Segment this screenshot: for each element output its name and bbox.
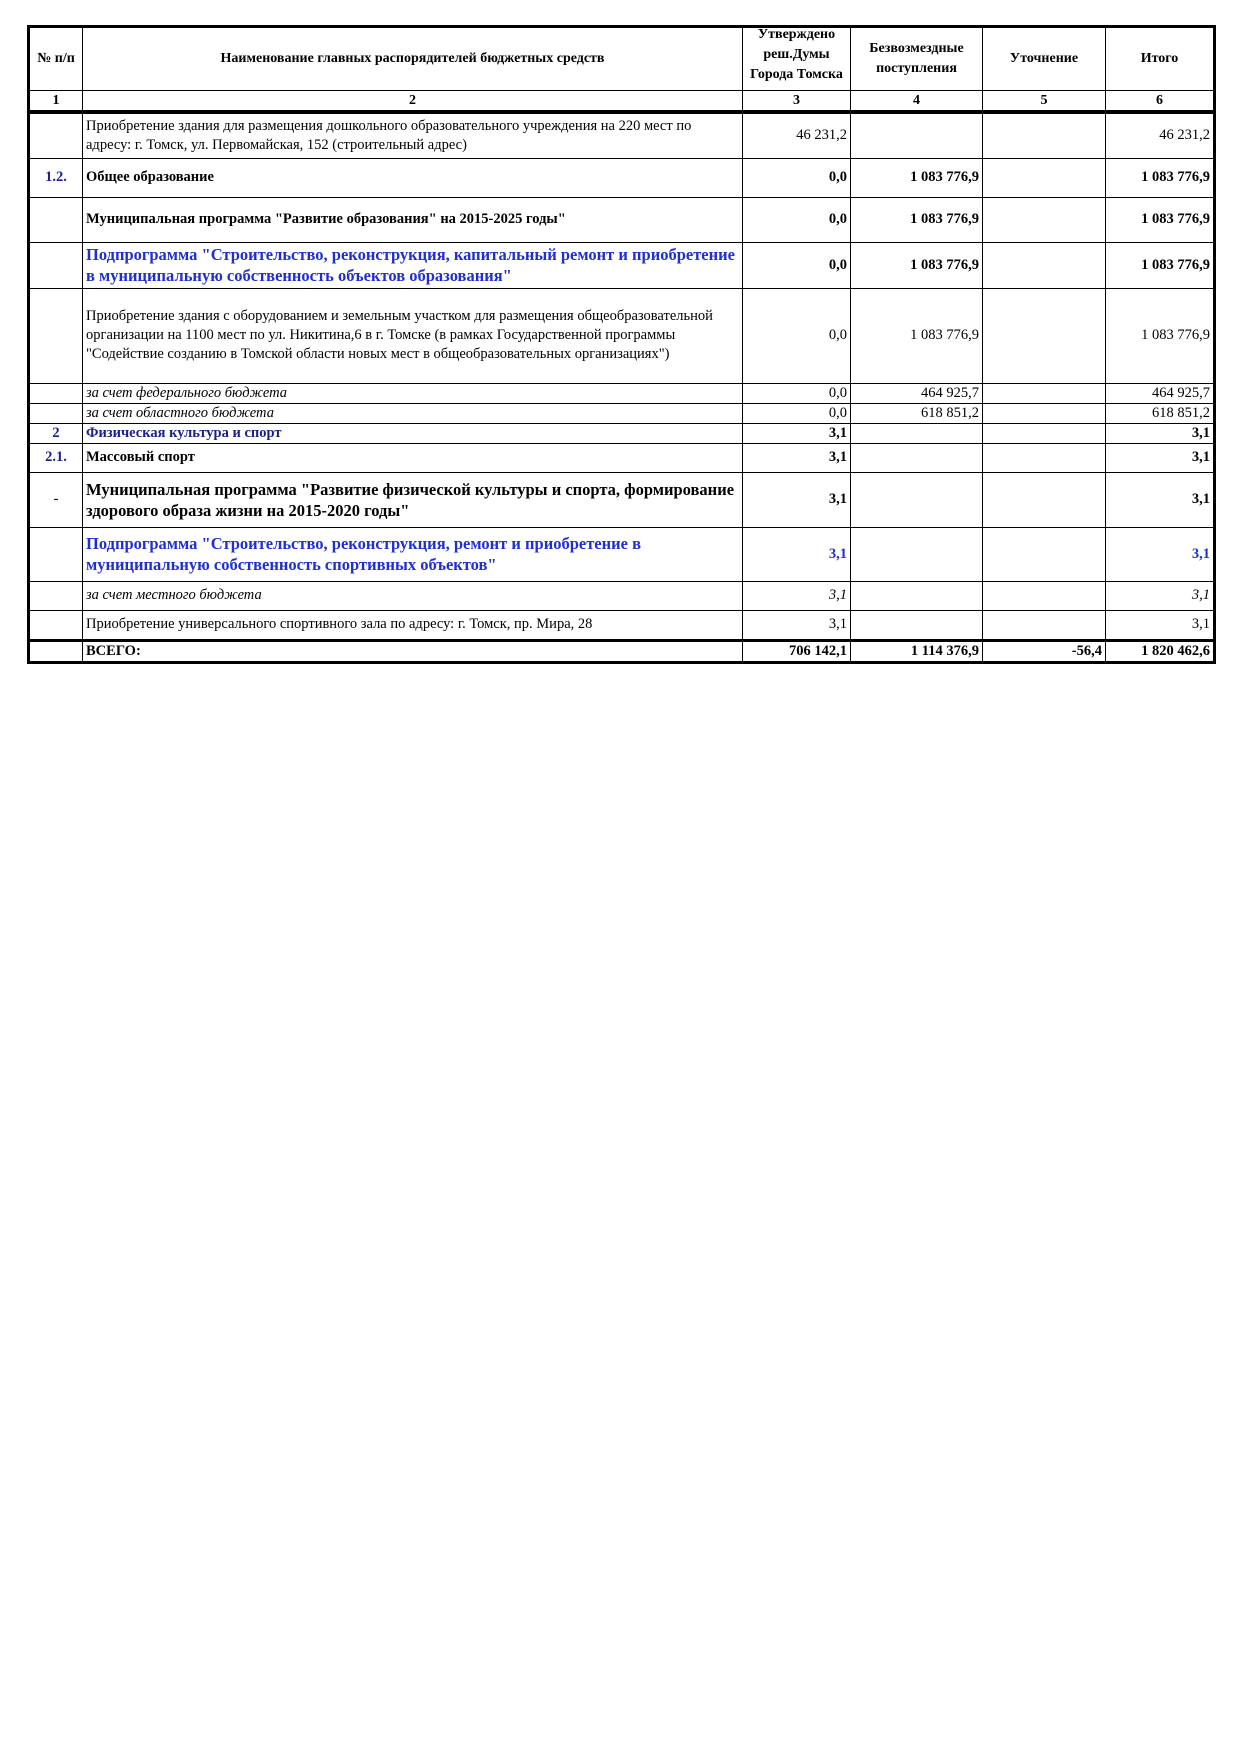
row-adjustment bbox=[983, 158, 1106, 197]
total-grants: 1 114 376,9 bbox=[851, 640, 983, 662]
row-no bbox=[29, 610, 83, 640]
total-label: ВСЕГО: bbox=[83, 640, 743, 662]
row-no bbox=[29, 288, 83, 383]
row-approved: 0,0 bbox=[743, 403, 851, 423]
row-total: 1 083 776,9 bbox=[1106, 197, 1215, 242]
table-row bbox=[29, 112, 1215, 158]
row-grants bbox=[851, 527, 983, 581]
table-row bbox=[29, 472, 1215, 527]
budget-table bbox=[27, 25, 1216, 664]
row-approved: 3,1 bbox=[743, 581, 851, 610]
row-approved: 3,1 bbox=[743, 527, 851, 581]
table-row bbox=[29, 581, 1215, 610]
row-grants bbox=[851, 472, 983, 527]
row-total: 1 083 776,9 bbox=[1106, 242, 1215, 288]
column-number-row bbox=[29, 91, 1215, 113]
total-row bbox=[29, 640, 1215, 662]
row-approved: 46 231,2 bbox=[743, 112, 851, 158]
row-name: Муниципальная программа "Развитие образования" на 2015-2025 годы" bbox=[83, 197, 743, 242]
table-row bbox=[29, 403, 1215, 423]
row-grants: 464 925,7 bbox=[851, 383, 983, 403]
row-name: за счет областного бюджета bbox=[83, 403, 743, 423]
header-approved: Утверждено реш.Думы Города Томска bbox=[743, 27, 851, 91]
row-grants bbox=[851, 443, 983, 472]
row-no bbox=[29, 581, 83, 610]
row-adjustment bbox=[983, 403, 1106, 423]
column-number: 4 bbox=[851, 91, 983, 113]
row-total: 3,1 bbox=[1106, 527, 1215, 581]
row-name: Физическая культура и спорт bbox=[83, 423, 743, 443]
row-adjustment bbox=[983, 423, 1106, 443]
row-approved: 3,1 bbox=[743, 610, 851, 640]
row-name: Общее образование bbox=[83, 158, 743, 197]
row-adjustment bbox=[983, 443, 1106, 472]
row-adjustment bbox=[983, 242, 1106, 288]
row-total: 618 851,2 bbox=[1106, 403, 1215, 423]
column-number: 3 bbox=[743, 91, 851, 113]
row-no bbox=[29, 242, 83, 288]
row-approved: 0,0 bbox=[743, 288, 851, 383]
total-no bbox=[29, 640, 83, 662]
total-sum: 1 820 462,6 bbox=[1106, 640, 1215, 662]
row-grants: 1 083 776,9 bbox=[851, 158, 983, 197]
total-adjustment: -56,4 bbox=[983, 640, 1106, 662]
row-adjustment bbox=[983, 472, 1106, 527]
budget-sheet bbox=[27, 25, 1213, 664]
row-name: Подпрограмма "Строительство, реконструкция, капитальный ремонт и приобретение в муниципальную собственность объектов образования" bbox=[83, 242, 743, 288]
row-total: 464 925,7 bbox=[1106, 383, 1215, 403]
row-no: 2 bbox=[29, 423, 83, 443]
row-grants bbox=[851, 581, 983, 610]
row-name: Массовый спорт bbox=[83, 443, 743, 472]
column-number: 5 bbox=[983, 91, 1106, 113]
header-name: Наименование главных распорядителей бюджетных средств bbox=[83, 27, 743, 91]
header-total: Итого bbox=[1106, 27, 1215, 91]
header-row bbox=[29, 27, 1215, 91]
row-approved: 3,1 bbox=[743, 443, 851, 472]
column-number: 2 bbox=[83, 91, 743, 113]
row-approved: 0,0 bbox=[743, 383, 851, 403]
row-approved: 3,1 bbox=[743, 423, 851, 443]
row-adjustment bbox=[983, 112, 1106, 158]
row-no bbox=[29, 403, 83, 423]
table-row bbox=[29, 242, 1215, 288]
row-name: за счет федерального бюджета bbox=[83, 383, 743, 403]
row-grants bbox=[851, 423, 983, 443]
row-total: 3,1 bbox=[1106, 610, 1215, 640]
row-no bbox=[29, 383, 83, 403]
row-adjustment bbox=[983, 288, 1106, 383]
row-no bbox=[29, 197, 83, 242]
row-grants: 1 083 776,9 bbox=[851, 288, 983, 383]
row-name: Подпрограмма "Строительство, реконструкция, ремонт и приобретение в муниципальную собственность спортивных объектов" bbox=[83, 527, 743, 581]
row-approved: 0,0 bbox=[743, 158, 851, 197]
row-grants: 1 083 776,9 bbox=[851, 197, 983, 242]
row-no: - bbox=[29, 472, 83, 527]
row-grants bbox=[851, 112, 983, 158]
row-name: за счет местного бюджета bbox=[83, 581, 743, 610]
row-grants: 1 083 776,9 bbox=[851, 242, 983, 288]
table-row bbox=[29, 383, 1215, 403]
header-adjustment: Уточнение bbox=[983, 27, 1106, 91]
row-total: 3,1 bbox=[1106, 581, 1215, 610]
row-total: 3,1 bbox=[1106, 443, 1215, 472]
row-no bbox=[29, 112, 83, 158]
row-total: 46 231,2 bbox=[1106, 112, 1215, 158]
row-adjustment bbox=[983, 610, 1106, 640]
row-adjustment bbox=[983, 527, 1106, 581]
row-approved: 3,1 bbox=[743, 472, 851, 527]
row-total: 3,1 bbox=[1106, 472, 1215, 527]
table-row bbox=[29, 610, 1215, 640]
row-no bbox=[29, 527, 83, 581]
row-name: Приобретение здания с оборудованием и земельным участком для размещения общеобразовательной организации на 1100 мест по ул. Никитина,6 в г. Томске (в рамках Государственной программы "Содействие созданию в Томской области новых мест в общеобразовательных организациях") bbox=[83, 288, 743, 383]
row-total: 3,1 bbox=[1106, 423, 1215, 443]
total-approved: 706 142,1 bbox=[743, 640, 851, 662]
row-total: 1 083 776,9 bbox=[1106, 288, 1215, 383]
row-no: 1.2. bbox=[29, 158, 83, 197]
row-approved: 0,0 bbox=[743, 197, 851, 242]
row-adjustment bbox=[983, 383, 1106, 403]
row-name: Приобретение универсального спортивного зала по адресу: г. Томск, пр. Мира, 28 bbox=[83, 610, 743, 640]
table-row bbox=[29, 423, 1215, 443]
row-adjustment bbox=[983, 581, 1106, 610]
row-no: 2.1. bbox=[29, 443, 83, 472]
table-row bbox=[29, 158, 1215, 197]
row-name: Приобретение здания для размещения дошкольного образовательного учреждения на 220 мест по адресу: г. Томск, ул. Первомайская, 152 (строительный адрес) bbox=[83, 112, 743, 158]
row-name: Муниципальная программа "Развитие физической культуры и спорта, формирование здорового образа жизни на 2015-2020 годы" bbox=[83, 472, 743, 527]
header-no: № п/п bbox=[29, 27, 83, 91]
row-approved: 0,0 bbox=[743, 242, 851, 288]
table-row bbox=[29, 443, 1215, 472]
row-grants bbox=[851, 610, 983, 640]
table-row bbox=[29, 288, 1215, 383]
table-row bbox=[29, 197, 1215, 242]
header-grants: Безвозмездные поступления bbox=[851, 27, 983, 91]
table-row bbox=[29, 527, 1215, 581]
row-grants: 618 851,2 bbox=[851, 403, 983, 423]
column-number: 1 bbox=[29, 91, 83, 113]
row-adjustment bbox=[983, 197, 1106, 242]
row-total: 1 083 776,9 bbox=[1106, 158, 1215, 197]
column-number: 6 bbox=[1106, 91, 1215, 113]
